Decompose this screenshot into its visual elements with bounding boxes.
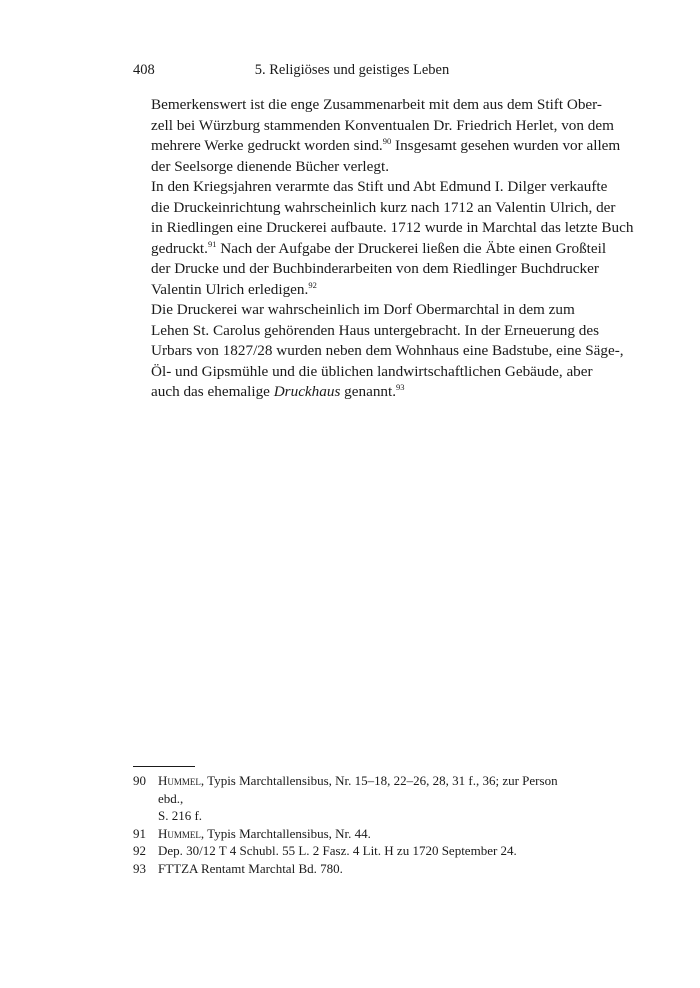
text-segment: auch das ehemalige bbox=[151, 383, 274, 400]
footnote-text bbox=[158, 825, 573, 843]
footnote bbox=[133, 825, 573, 843]
footnote-body: , Typis Marchtallensibus, Nr. 44. bbox=[200, 825, 371, 841]
footnote bbox=[133, 860, 573, 878]
paragraph bbox=[133, 300, 624, 403]
text-line: Öl- und Gipsmühle und die üblichen landwirtschaftlichen Gebäude, aber bbox=[151, 362, 593, 380]
footnote-number: 91 bbox=[133, 825, 146, 841]
text-segment: gedruckt. bbox=[151, 239, 208, 257]
text-line: zell bei Würzburg stammenden Konventualen Dr. Friedrich Herlet, von dem bbox=[151, 116, 614, 134]
text-line bbox=[133, 382, 571, 403]
text-line bbox=[133, 238, 607, 260]
text-segment: Nach der Aufgabe der Druckerei ließen die Äbte einen Großteil bbox=[216, 239, 607, 257]
body-text bbox=[133, 95, 634, 403]
footnote-body: FTTZA Rentamt Marchtal Bd. 780. bbox=[158, 860, 343, 876]
text-line: Bemerkenswert ist die enge Zusammenarbeit mit dem aus dem Stift Ober- bbox=[151, 96, 602, 113]
footnote-text bbox=[158, 842, 573, 860]
text-line bbox=[133, 280, 571, 301]
footnote-reference: 91 bbox=[207, 238, 217, 249]
footnote-reference: 93 bbox=[396, 382, 405, 392]
footnote-text bbox=[158, 772, 573, 825]
paragraph bbox=[133, 177, 634, 300]
footnote-text bbox=[158, 860, 573, 878]
text-line: der Drucke und der Buchbinderarbeiten von dem Riedlinger Buchdrucker bbox=[151, 260, 599, 277]
footnote-author: Hummel bbox=[158, 773, 201, 788]
text-line: In den Kriegsjahren verarmte das Stift und Abt Edmund I. Dilger verkaufte bbox=[151, 178, 608, 195]
footnotes bbox=[133, 772, 573, 877]
text-line bbox=[133, 136, 621, 157]
footnote-number: 93 bbox=[133, 860, 146, 876]
footnote-author: Hummel bbox=[158, 825, 201, 841]
text-segment: Insgesamt gesehen wurden vor allem bbox=[391, 137, 621, 154]
text-line: die Druckeinrichtung wahrscheinlich kurz nach 1712 an Valentin Ulrich, der bbox=[151, 198, 616, 216]
text-line: Die Druckerei war wahrscheinlich im Dorf Obermarchtal in dem zum bbox=[151, 301, 575, 318]
text-line: der Seelsorge dienende Bücher verlegt. bbox=[151, 157, 389, 175]
footnote-separator bbox=[133, 766, 195, 767]
footnote-number: 90 bbox=[133, 773, 146, 788]
paragraph bbox=[133, 95, 621, 177]
footnote bbox=[133, 842, 573, 860]
running-head: 5. Religiöses und geistiges Leben bbox=[254, 62, 450, 78]
text-segment: genannt. bbox=[340, 383, 397, 400]
text-segment: Valentin Ulrich erledigen. bbox=[151, 280, 309, 298]
footnote-body: Dep. 30/12 T 4 Schubl. 55 L. 2 Fasz. 4 Lit. H zu 1720 September 24. bbox=[158, 843, 517, 858]
text-line: Lehen St. Carolus gehörenden Haus untergebracht. In der Erneuerung des bbox=[151, 321, 600, 339]
text-line: in Riedlingen eine Druckerei aufbaute. 1712 wurde in Marchtal das letzte Buch bbox=[151, 219, 634, 236]
page-number: 408 bbox=[133, 62, 155, 78]
footnote-reference: 92 bbox=[308, 279, 317, 290]
emphasis-text: Druckhaus bbox=[273, 383, 341, 400]
footnote-reference: 90 bbox=[382, 136, 392, 146]
footnote-body: , Typis Marchtallensibus, Nr. 15–18, 22–26, 28, 31 f., 36; zur Person ebd., bbox=[158, 773, 558, 806]
text-segment: mehrere Werke gedruckt worden sind. bbox=[151, 137, 383, 154]
footnote-number: 92 bbox=[133, 843, 146, 858]
footnote-continuation: S. 216 f. bbox=[158, 808, 203, 823]
page-header bbox=[133, 62, 571, 82]
text-line: Urbars von 1827/28 wurden neben dem Wohnhaus eine Badstube, eine Säge-, bbox=[151, 342, 624, 359]
footnote bbox=[133, 772, 573, 825]
